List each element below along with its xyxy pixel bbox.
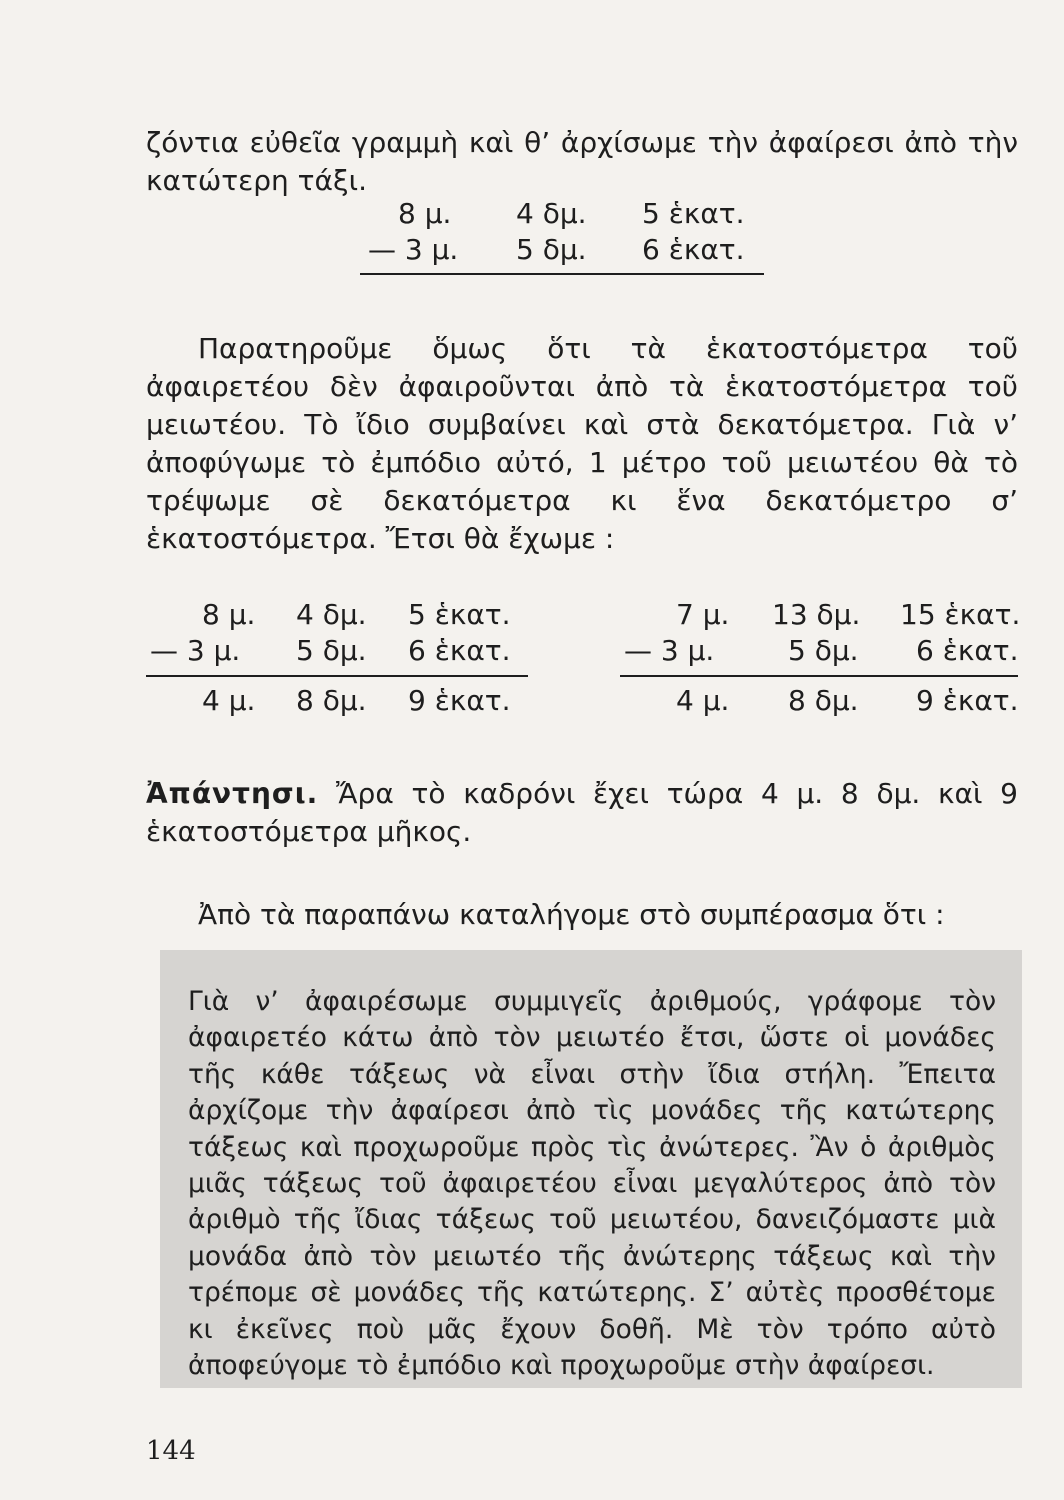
cell: 5 δμ. — [516, 233, 587, 266]
cell: 4 μ. — [676, 684, 730, 717]
cell: 6 ἑκατ. — [408, 634, 511, 667]
calc-right-result — [620, 683, 1030, 719]
cell: 15 ἑκατ. — [900, 598, 1021, 631]
calc-right-rule — [620, 675, 1018, 677]
answer-label: Ἀπάντησι. — [146, 777, 319, 810]
cell: 8 μ. — [398, 197, 452, 230]
page-number: 144 — [146, 1436, 196, 1466]
cell: 13 δμ. — [772, 598, 861, 631]
calc-right-minuend — [620, 597, 1030, 633]
cell: 4 μ. — [202, 684, 256, 717]
rule-box — [160, 950, 1022, 1388]
cell: 5 ἑκατ. — [642, 197, 745, 230]
calc-left — [146, 597, 546, 717]
cell: 5 δμ. — [788, 634, 859, 667]
conclusion-line: Ἀπὸ τὰ παραπάνω καταλήγομε στὸ συμπέρασμα ὅτι : — [198, 898, 945, 931]
answer-paragraph — [146, 775, 1018, 851]
cell: 8 δμ. — [296, 684, 367, 717]
cell: — 3 μ. — [624, 634, 715, 667]
paragraph-intro: ζόντια εὐθεῖα γραμμὴ καὶ θ’ ἀρχίσωμε τὴν ἀφαίρεσι ἀπὸ τὴν κατώτερη τάξι. — [146, 126, 1018, 197]
cell: 4 δμ. — [296, 598, 367, 631]
cell: 6 ἑκατ. — [642, 233, 745, 266]
calc-top-rule — [360, 273, 764, 275]
calc-right-subtrahend — [620, 633, 1030, 669]
cell: 4 δμ. — [516, 197, 587, 230]
cell: 6 ἑκατ. — [916, 634, 1019, 667]
calc-left-subtrahend — [146, 633, 546, 669]
rule-box-text: Γιὰ ν’ ἀφαιρέσωμε συμμιγεῖς ἀριθμούς, γράφομε τὸν ἀφαιρετέο κάτω ἀπὸ τὸν μειωτέο ἔτσι, ὥστε οἱ μονάδες τῆς κάθε τάξεως νὰ εἶναι στὴν ἴδια στήλη. Ἔπειτα ἀρχίζομε τὴν ἀφαίρεσι ἀπὸ τὶς μονάδες τῆς κατώτερης τάξεως καὶ προχωροῦμε πρὸς τὶς ἀνώτερες. Ἂν ὁ ἀριθμὸς μιᾶς τάξεως τοῦ ἀφαιρετέου εἶναι μεγαλύτερος ἀπὸ τὸν ἀριθμὸ τῆς ἴδιας τάξεως τοῦ μειωτέου, δανειζόμαστε μιὰ μονάδα ἀπὸ τὸν μειωτέο τῆς ἀνώτερης τάξεως καὶ τὴν τρέπομε σὲ μονάδες τῆς κατώτερης. Σ’ αὐτὲς προσθέτομε κι ἐκεῖνες ποὺ μᾶς ἔχουν δοθῆ. Μὲ τὸν τρόπο αὐτὸ ἀποφεύγομε τὸ ἐμπόδιο καὶ προχωροῦμε στὴν ἀφαίρεσι. — [188, 986, 996, 1382]
cell: 5 δμ. — [296, 634, 367, 667]
cell: — 3 μ. — [150, 634, 241, 667]
cell: 5 ἑκατ. — [408, 598, 511, 631]
calc-top-minuend — [360, 196, 770, 232]
cell: 7 μ. — [676, 598, 730, 631]
calc-right — [620, 597, 1030, 717]
cell: 9 ἑκατ. — [408, 684, 511, 717]
cell: 8 δμ. — [788, 684, 859, 717]
cell: 9 ἑκατ. — [916, 684, 1019, 717]
calc-left-rule — [146, 675, 528, 677]
calc-left-minuend — [146, 597, 546, 633]
calc-top — [360, 196, 770, 276]
answer-text: Ἄρα τὸ καδρόνι ἔχει τώρα 4 μ. 8 δμ. καὶ 9 ἑκατοστόμετρα μῆκος. — [146, 777, 1018, 848]
cell: — 3 μ. — [368, 233, 459, 266]
cell: 8 μ. — [202, 598, 256, 631]
calc-left-result — [146, 683, 546, 719]
calc-top-subtrahend — [360, 232, 770, 268]
paragraph-observation: Παρατηροῦμε ὅμως ὅτι τὰ ἑκατοστόμετρα τοῦ ἀφαιρετέου δὲν ἀφαιροῦνται ἀπὸ τὰ ἑκατοστόμετρα τοῦ μειωτέου. Τὸ ἴδιο συμβαίνει καὶ στὰ δεκατόμετρα. Γιὰ ν’ ἀποφύγωμε τὸ ἐμπόδιο αὐτό, 1 μέτρο τοῦ μειωτέου θὰ τὸ τρέψωμε σὲ δεκατόμετρα κι ἕνα δεκατόμετρο σ’ ἑκατοστόμετρα. Ἔτσι θὰ ἔχωμε : — [146, 332, 1018, 555]
